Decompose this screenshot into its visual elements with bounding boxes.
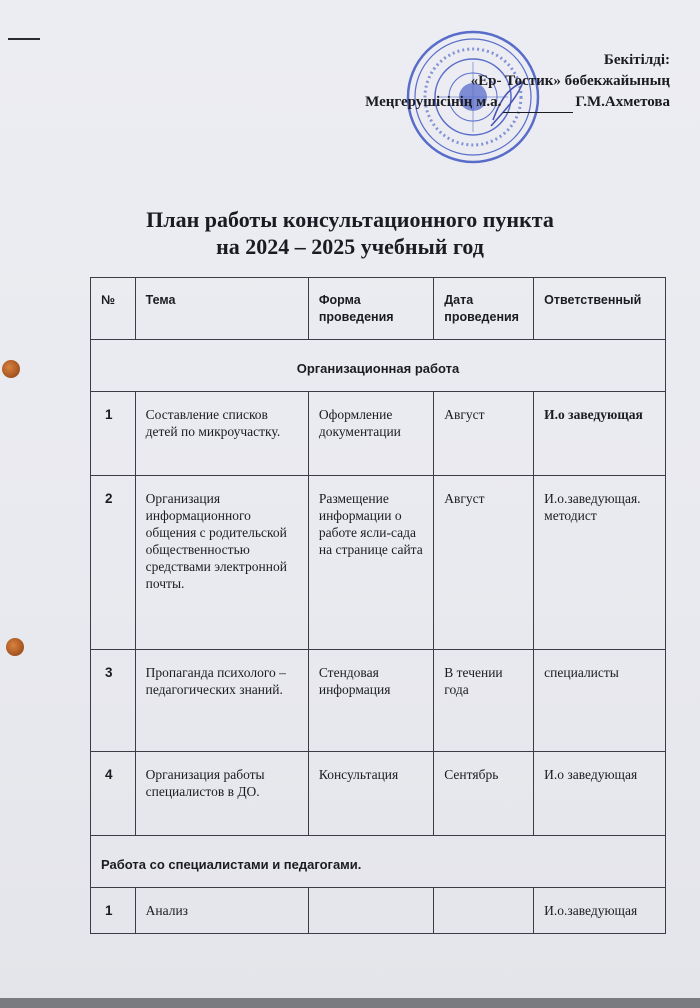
table-row [91, 392, 666, 476]
table-row [91, 476, 666, 650]
cell-date [434, 888, 534, 934]
cell-date: Август [434, 392, 534, 476]
header-responsible: Ответственный [534, 278, 666, 340]
cell-number: 1 [91, 888, 136, 934]
title-line-1: План работы консультационного пункта [146, 207, 554, 232]
cell-number: 1 [91, 392, 136, 476]
approval-position: Меңгерушісінің м.а. [365, 94, 502, 110]
approval-name: Г.М.Ахметова [575, 94, 670, 110]
corner-mark [8, 38, 40, 40]
cell-topic: Анализ [135, 888, 308, 934]
cell-date: В течении года [434, 650, 534, 752]
cell-date: Сентябрь [434, 752, 534, 836]
approval-heading: Бекітілді: [603, 52, 670, 68]
cell-topic: Пропаганда психолого – педагогических знаний. [135, 650, 308, 752]
cell-responsible: И.о.заведующая [534, 888, 666, 934]
cell-number: 3 [91, 650, 136, 752]
section-row [91, 340, 666, 392]
cell-form [308, 888, 433, 934]
cell-topic: Составление списков детей по микроучастку. [135, 392, 308, 476]
title-line-2: на 2024 – 2025 учебный год [216, 234, 484, 259]
cell-number: 2 [91, 476, 136, 650]
header-topic: Тема [135, 278, 308, 340]
cell-topic: Организация информационного общения с родительской общественностью средствами электронной почты. [135, 476, 308, 650]
cell-form: Размещение информации о работе ясли-сада на странице сайта [308, 476, 433, 650]
document-title [0, 206, 700, 260]
header-number: № [91, 278, 136, 340]
binder-hole-top [2, 360, 20, 378]
cell-form: Стендовая информация [308, 650, 433, 752]
cell-date: Август [434, 476, 534, 650]
signature-line [503, 112, 573, 113]
cell-form: Оформление документации [308, 392, 433, 476]
cell-responsible: специалисты [534, 650, 666, 752]
cell-form: Консультация [308, 752, 433, 836]
table-row [91, 888, 666, 934]
approval-institution: «Ер- Тостик» бөбекжайының [470, 73, 670, 89]
section-title: Организационная работа [91, 340, 666, 392]
table-header-row [91, 278, 666, 340]
table-row [91, 650, 666, 752]
approval-signatory [365, 92, 670, 113]
work-plan-table [90, 277, 666, 934]
binder-hole-bottom [6, 638, 24, 656]
section-row [91, 836, 666, 888]
header-date: Дата проведения [434, 278, 534, 340]
header-form: Форма проведения [308, 278, 433, 340]
cell-topic: Организация работы специалистов в ДО. [135, 752, 308, 836]
cell-responsible: И.о заведующая [534, 752, 666, 836]
cell-responsible: И.о заведующая [534, 392, 666, 476]
cell-responsible: И.о.заведующая. методист [534, 476, 666, 650]
table-row [91, 752, 666, 836]
page-edge [0, 998, 700, 1008]
section-title: Работа со специалистами и педагогами. [91, 836, 666, 888]
cell-number: 4 [91, 752, 136, 836]
approval-block [365, 50, 670, 113]
